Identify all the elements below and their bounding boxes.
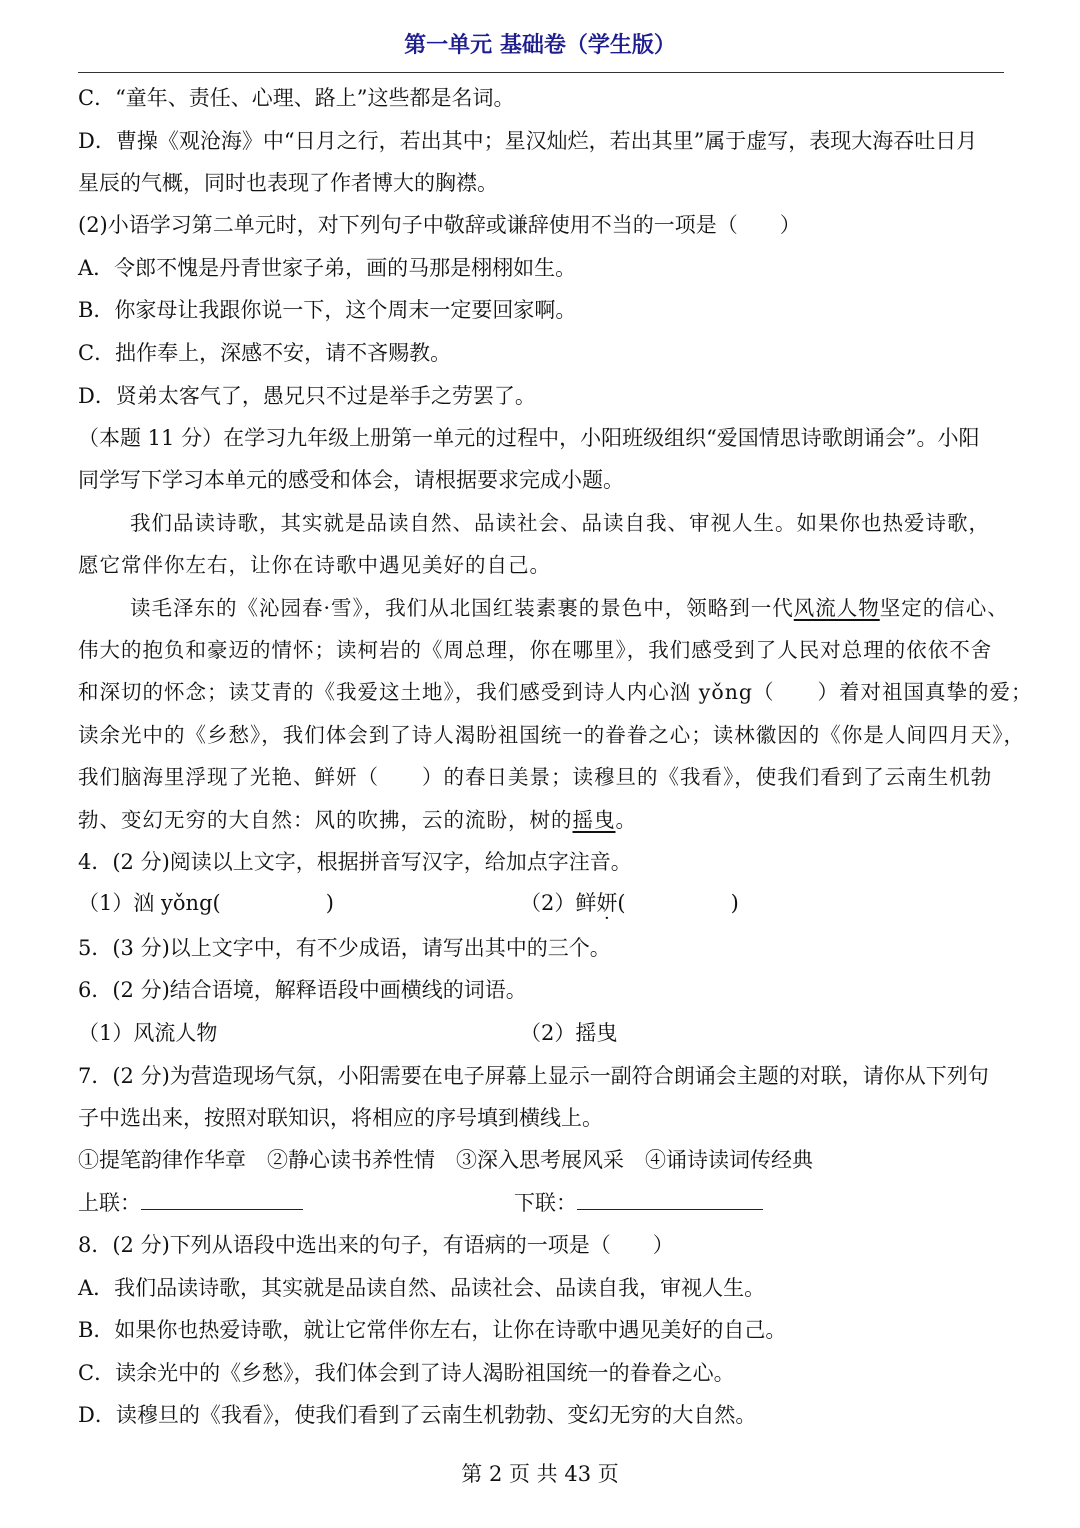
question-4-item1: （1）汹 yǒng( ) bbox=[78, 891, 334, 915]
question-8: 8．(2 分)下列从语段中选出来的句子，有语病的一项是（ ） bbox=[78, 1233, 674, 1257]
passage-p2-line2: 伟大的抱负和豪迈的情怀；读柯岩的《周总理，你在哪里》，我们感受到了人民对总理的依依不舍 bbox=[78, 638, 993, 662]
option-b-q2: B．你家母让我跟你说一下，这个周末一定要回家啊。 bbox=[78, 298, 577, 322]
option-c-q1: C．“童年、责任、心理、路上”这些都是名词。 bbox=[78, 86, 515, 110]
option-d-q1-cont: 星辰的气概，同时也表现了作者博大的胸襟。 bbox=[78, 171, 498, 195]
question-7-answer-row bbox=[78, 1189, 1008, 1217]
page-footer: 第 2 页 共 43 页 bbox=[461, 1462, 619, 1486]
question-5: 5．(3 分)以上文字中，有不少成语，请写出其中的三个。 bbox=[78, 936, 611, 960]
question-6-items bbox=[78, 1019, 1008, 1047]
passage-p1-line1: 我们品读诗歌，其实就是品读自然、品读社会、品读自我、审视人生。如果你也热爱诗歌， bbox=[130, 511, 990, 535]
question-6-item1: （1）风流人物 bbox=[78, 1021, 218, 1045]
question-2-stem: (2)小语学习第二单元时，对下列句子中敬辞或谦辞使用不当的一项是（ ） bbox=[78, 213, 801, 237]
passage-p1-line2: 愿它常伴你左右，让你在诗歌中遇见美好的自己。 bbox=[78, 553, 551, 577]
lower-couplet-blank[interactable] bbox=[577, 1189, 763, 1210]
question-6: 6．(2 分)结合语境，解释语段中画横线的词语。 bbox=[78, 978, 527, 1002]
lower-couplet-label: 下联： bbox=[514, 1191, 577, 1215]
question-7-options: ①提笔韵律作华章 ②静心读书养性情 ③深入思考展风采 ④诵诗读词传经典 bbox=[78, 1148, 813, 1172]
option-d-q1: D．曹操《观沧海》中“日月之行，若出其中；星汉灿烂，若出其里”属于虚写，表现大海吞吐日月 bbox=[78, 129, 978, 153]
upper-couplet-blank[interactable] bbox=[141, 1189, 303, 1210]
underlined-term-fengliu: 风流人物 bbox=[793, 596, 880, 620]
option-d-q2: D．贤弟太客气了，愚兄只不过是举手之劳罢了。 bbox=[78, 384, 536, 408]
question-4-items bbox=[78, 889, 1008, 917]
header-rule bbox=[78, 72, 1004, 73]
option-c-q8: C．读余光中的《乡愁》，我们体会到了诗人渴盼祖国统一的眷眷之心。 bbox=[78, 1361, 735, 1385]
page-header-title: 第一单元 基础卷（学生版） bbox=[404, 33, 676, 58]
passage-p2-line3: 和深切的怀念；读艾青的《我爱这土地》，我们感受到诗人内心汹 yǒng（ ）着对祖国真挚的爱； bbox=[78, 680, 1033, 704]
option-d-q8: D．读穆旦的《我看》，使我们看到了云南生机勃勃、变幻无穷的大自然。 bbox=[78, 1403, 757, 1427]
option-b-q8: B．如果你也热爱诗歌，就让它常伴你左右，让你在诗歌中遇见美好的自己。 bbox=[78, 1318, 787, 1342]
question-4-item2: （2）鲜妍( ) bbox=[520, 891, 739, 915]
passage-p2-line5: 我们脑海里浮现了光艳、鲜妍（ ）的春日美景；读穆旦的《我看》，使我们看到了云南生机勃 bbox=[78, 765, 993, 789]
option-c-q2: C．拙作奉上，深感不安，请不吝赐教。 bbox=[78, 341, 452, 365]
question-6-item2: （2）摇曳 bbox=[520, 1021, 618, 1045]
underlined-term-yaoye: 摇曳 bbox=[572, 808, 616, 832]
passage-p2-line1: 读毛泽东的《沁园春·雪》，我们从北国红装素裹的景色中，领略到一代风流人物坚定的信心、 bbox=[130, 596, 1009, 620]
section-intro: （本题 11 分）在学习九年级上册第一单元的过程中，小阳班级组织“爱国情思诗歌朗诵会”。小阳 bbox=[78, 426, 980, 450]
dotted-char: 妍 bbox=[596, 891, 618, 915]
question-7-cont: 子中选出来，按照对联知识，将相应的序号填到横线上。 bbox=[78, 1106, 603, 1130]
section-intro-cont: 同学写下学习本单元的感受和体会，请根据要求完成小题。 bbox=[78, 468, 624, 492]
passage-p2-line6: 勃、变幻无穷的大自然：风的吹拂，云的流盼，树的摇曳。 bbox=[78, 808, 637, 832]
option-a-q8: A．我们品读诗歌，其实就是品读自然、品读社会、品读自我，审视人生。 bbox=[78, 1276, 766, 1300]
passage-p2-line4: 读余光中的《乡愁》，我们体会到了诗人渴盼祖国统一的眷眷之心；读林徽因的《你是人间四月天》， bbox=[78, 723, 1025, 747]
option-a-q2: A．令郎不愧是丹青世家子弟，画的马那是栩栩如生。 bbox=[78, 256, 577, 280]
question-4: 4．(2 分)阅读以上文字，根据拼音写汉字，给加点字注音。 bbox=[78, 850, 632, 874]
upper-couplet-label: 上联： bbox=[78, 1191, 141, 1215]
question-7: 7．(2 分)为营造现场气氛，小阳需要在电子屏幕上显示一副符合朗诵会主题的对联，请你从下列句 bbox=[78, 1064, 989, 1088]
